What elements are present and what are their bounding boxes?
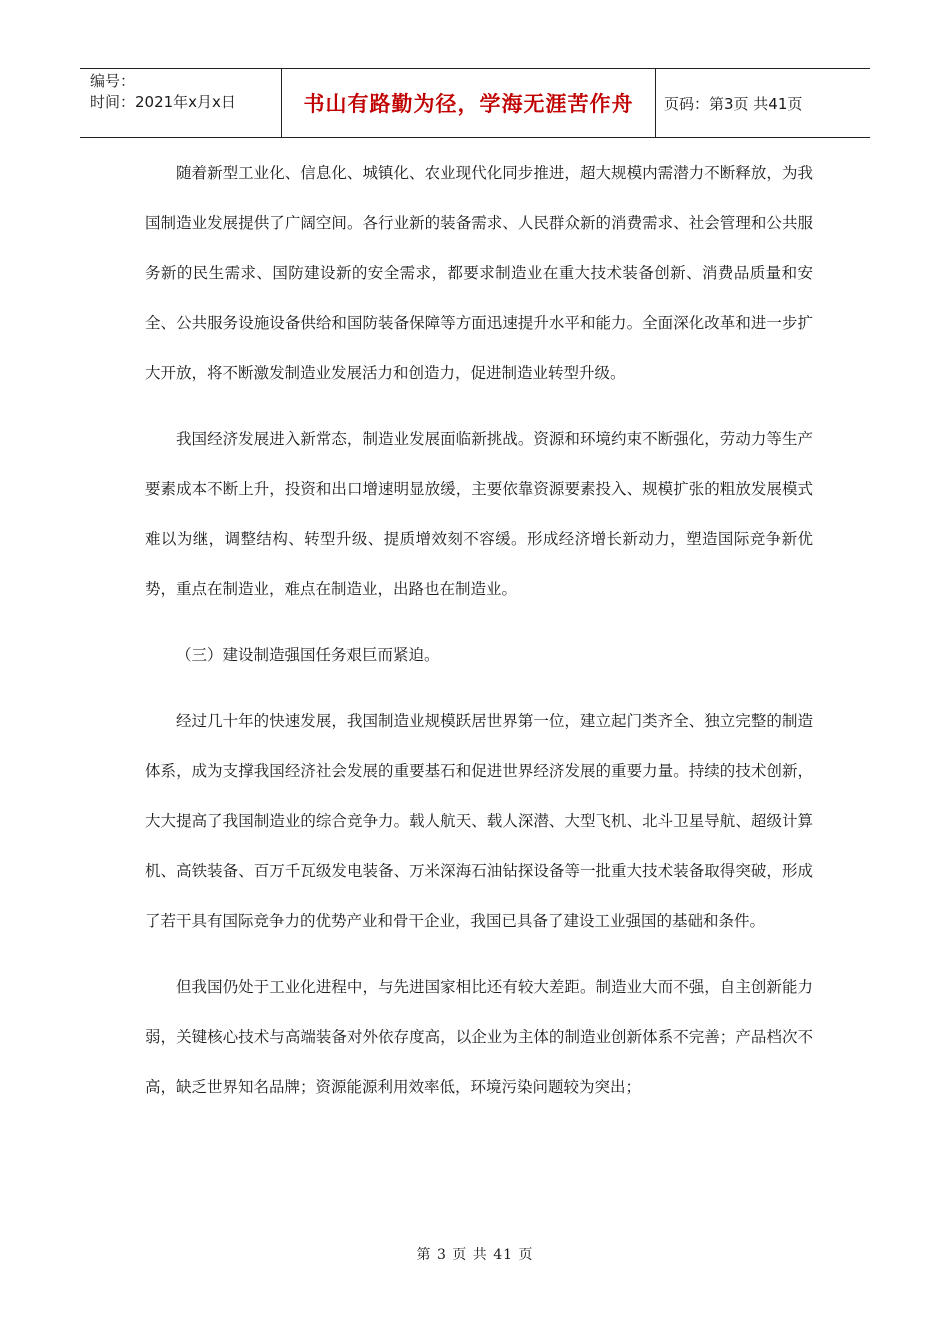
paragraph: 但我国仍处于工业化进程中，与先进国家相比还有较大差距。制造业大而不强，自主创新能力弱，关键核心技术与高端装备对外依存度高，以企业为主体的制造业创新体系不完善；产品档次不高，缺乏世界知名品牌；资源能源利用效率低，环境污染问题较为突出；: [145, 978, 813, 1096]
document-number-label: 编号：: [90, 72, 136, 90]
page-footer: 第 3 页 共 41 页: [416, 1247, 534, 1263]
document-date: 时间：2021年x月x日: [90, 93, 236, 111]
section-heading: （三）建设制造强国任务艰巨而紧迫。: [176, 646, 440, 664]
document-body: [145, 148, 813, 1112]
paragraph: 经过几十年的快速发展，我国制造业规模跃居世界第一位，建立起门类齐全、独立完整的制造体系，成为支撑我国经济社会发展的重要基石和促进世界经济发展的重要力量。持续的技术创新，大大提高了我国制造业的综合竞争力。载人航天、载人深潜、大型飞机、北斗卫星导航、超级计算机、高铁装备、百万千瓦级发电装备、万米深海石油钻探设备等一批重大技术装备取得突破，形成了若干具有国际竞争力的优势产业和骨干企业，我国已具备了建设工业强国的基础和条件。: [145, 712, 813, 930]
header-page-info: 页码：第3页 共41页: [664, 94, 803, 113]
paragraph: 我国经济发展进入新常态，制造业发展面临新挑战。资源和环境约束不断强化，劳动力等生产要素成本不断上升，投资和出口增速明显放缓，主要依靠资源要素投入、规模扩张的粗放发展模式难以为继，调整结构、转型升级、提质增效刻不容缓。形成经济增长新动力，塑造国际竞争新优势，重点在制造业，难点在制造业，出路也在制造业。: [145, 430, 813, 598]
header-motto: 书山有路勤为径，学海无涯苦作舟: [282, 69, 656, 137]
header-meta: [80, 69, 282, 137]
paragraph: 随着新型工业化、信息化、城镇化、农业现代化同步推进，超大规模内需潜力不断释放，为我国制造业发展提供了广阔空间。各行业新的装备需求、人民群众新的消费需求、社会管理和公共服务新的民生需求、国防建设新的安全需求，都要求制造业在重大技术装备创新、消费品质量和安全、公共服务设施设备供给和国防装备保障等方面迅速提升水平和能力。全面深化改革和进一步扩大开放，将不断激发制造业发展活力和创造力，促进制造业转型升级。: [145, 164, 813, 382]
page-header: [80, 68, 870, 138]
